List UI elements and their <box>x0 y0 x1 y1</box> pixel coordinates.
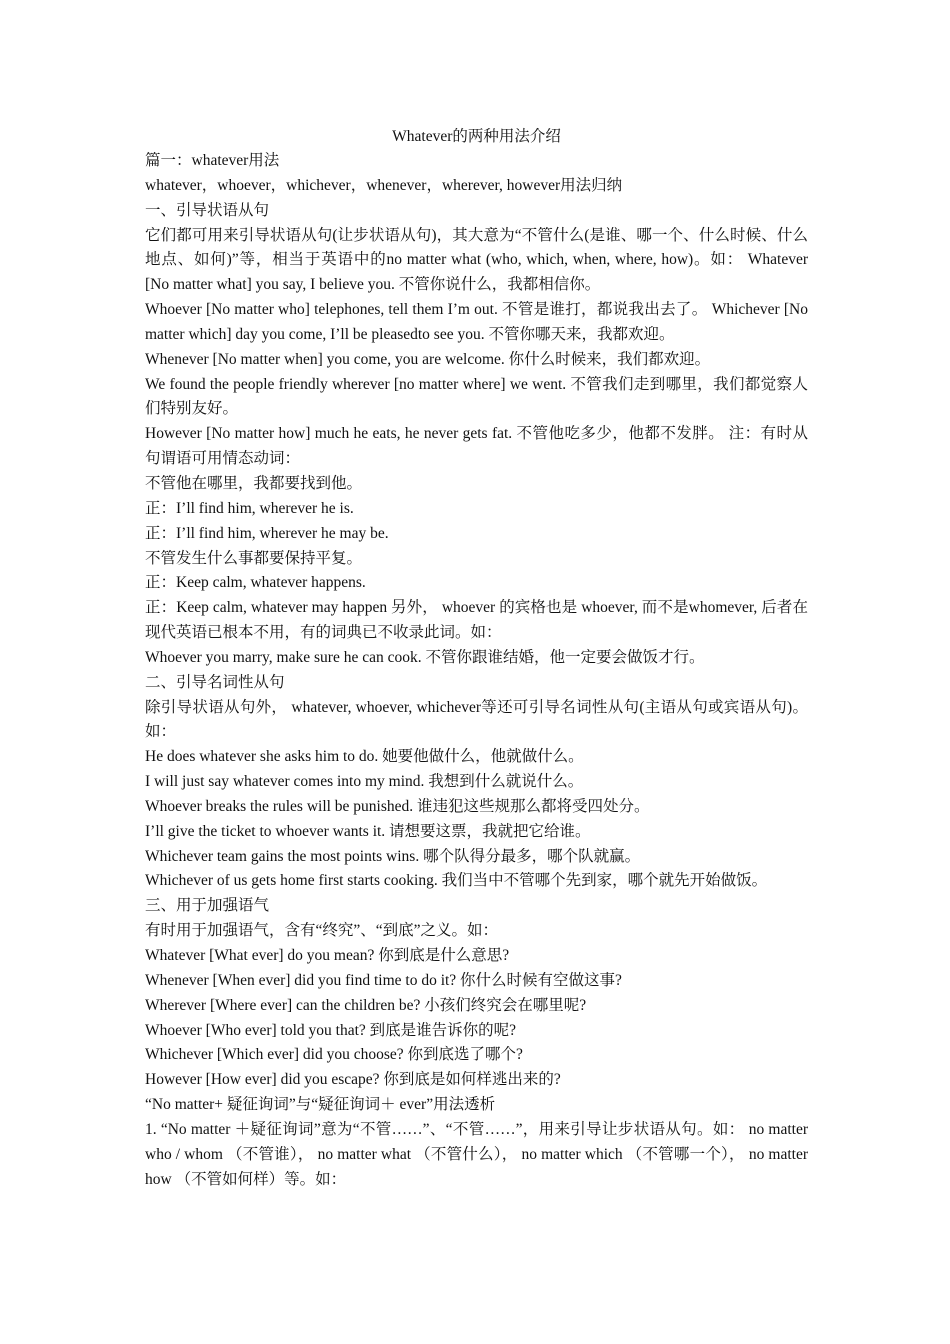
paragraph: Whoever [Who ever] told you that? 到底是谁告诉你的呢? <box>145 1021 517 1039</box>
document-page <box>145 124 808 1192</box>
paragraph: I’ll give the ticket to whoever wants it. 请想要这票，我就把它给谁。 <box>145 822 591 840</box>
document-body <box>145 149 808 1192</box>
paragraph: 篇一：whatever用法 <box>145 152 280 169</box>
paragraph: However [No matter how] much he eats, he never gets fat. 不管他吃多少，他都不发胖。 注：有时从句谓语可用情态动词： <box>145 425 808 468</box>
paragraph: Whichever [Which ever] did you choose? 你到底选了哪个? <box>145 1046 523 1064</box>
paragraph: 有时用于加强语气，含有“终究”、“到底”之义。如： <box>145 922 499 940</box>
paragraph: 不管他在哪里，我都要找到他。 <box>145 474 363 492</box>
paragraph: Whoever breaks the rules will be punished. 谁违犯这些规那么都将受四处分。 <box>145 797 650 815</box>
section-heading: “No matter+ 疑征询词”与“疑征询词＋ ever”用法透析 <box>145 1096 496 1114</box>
paragraph: Whenever [When ever] did you find time to do it? 你什么时候有空做这事? <box>145 971 622 989</box>
paragraph: 除引导状语从句外， whatever, whoever, whichever等还可引导名词性从句(主语从句或宾语从句)。如： <box>145 698 808 741</box>
paragraph: Whichever of us gets home first starts cooking. 我们当中不管哪个先到家，哪个就先开始做饭。 <box>145 872 768 890</box>
paragraph: 正：Keep calm, whatever happens. <box>145 574 366 592</box>
section-heading: 三、用于加强语气 <box>145 897 270 915</box>
paragraph: Whoever you marry, make sure he can cook. 不管你跟谁结婚，他一定要会做饭才行。 <box>145 648 705 666</box>
paragraph: Wherever [Where ever] can the children be? 小孩们终究会在哪里呢? <box>145 996 587 1014</box>
paragraph: However [How ever] did you escape? 你到底是如何样逃出来的? <box>145 1071 561 1089</box>
section-heading: 一、引导状语从句 <box>145 201 270 219</box>
paragraph: 不管发生什么事都要保持平复。 <box>145 549 363 567</box>
paragraph: Whatever [What ever] do you mean? 你到底是什么意思? <box>145 947 510 964</box>
paragraph: whatever，whoever，whichever，whenever，wherever, however用法归纳 <box>145 176 623 194</box>
paragraph: He does whatever she asks him to do. 她要他做什么，他就做什么。 <box>145 748 584 766</box>
paragraph: I will just say whatever comes into my mind. 我想到什么就说什么。 <box>145 773 584 791</box>
paragraph: Whenever [No matter when] you come, you are welcome. 你什么时候来，我们都欢迎。 <box>145 350 711 368</box>
paragraph: Whoever [No matter who] telephones, tell them I’m out. 不管是谁打，都说我出去了。 Whichever [No matter which] day you come, I’ll be pleasedto see you. 不管你哪天来，我都欢迎。 <box>145 301 808 343</box>
paragraph: 它们都可用来引导状语从句(让步状语从句)，其大意为“不管什么(是谁、哪一个、什么时候、什么地点、如何)”等，相当于英语中的no matter what (who, which, when, where, how)。如： Whatever [No matter what] you say, I believe you. 不管你说什么，我都相信你。 <box>145 226 808 294</box>
paragraph: 正：Keep calm, whatever may happen 另外， whoever 的宾格也是 whoever, 而不是whomever, 后者在现代英语已根本不用，有的词典已不收录此词。如： <box>145 599 808 642</box>
paragraph: Whichever team gains the most points wins. 哪个队得分最多，哪个队就赢。 <box>145 847 641 865</box>
section-heading: 二、引导名词性从句 <box>145 673 285 691</box>
paragraph: We found the people friendly wherever [no matter where] we went. 不管我们走到哪里，我们都觉察人们特别友好。 <box>145 375 808 418</box>
document-title: Whatever的两种用法介绍 <box>392 128 561 145</box>
paragraph: 正：I’ll find him, wherever he is. <box>145 499 354 517</box>
paragraph: 正：I’ll find him, wherever he may be. <box>145 524 389 542</box>
paragraph: 1. “No matter ＋疑征询词”意为“不管……”、“不管……”，用来引导让步状语从句。如： no matter who / whom （不管谁）， no matter what （不管什么）， no matter which （不管哪一个）， no matter how （不管如何样）等。如： <box>145 1120 808 1188</box>
